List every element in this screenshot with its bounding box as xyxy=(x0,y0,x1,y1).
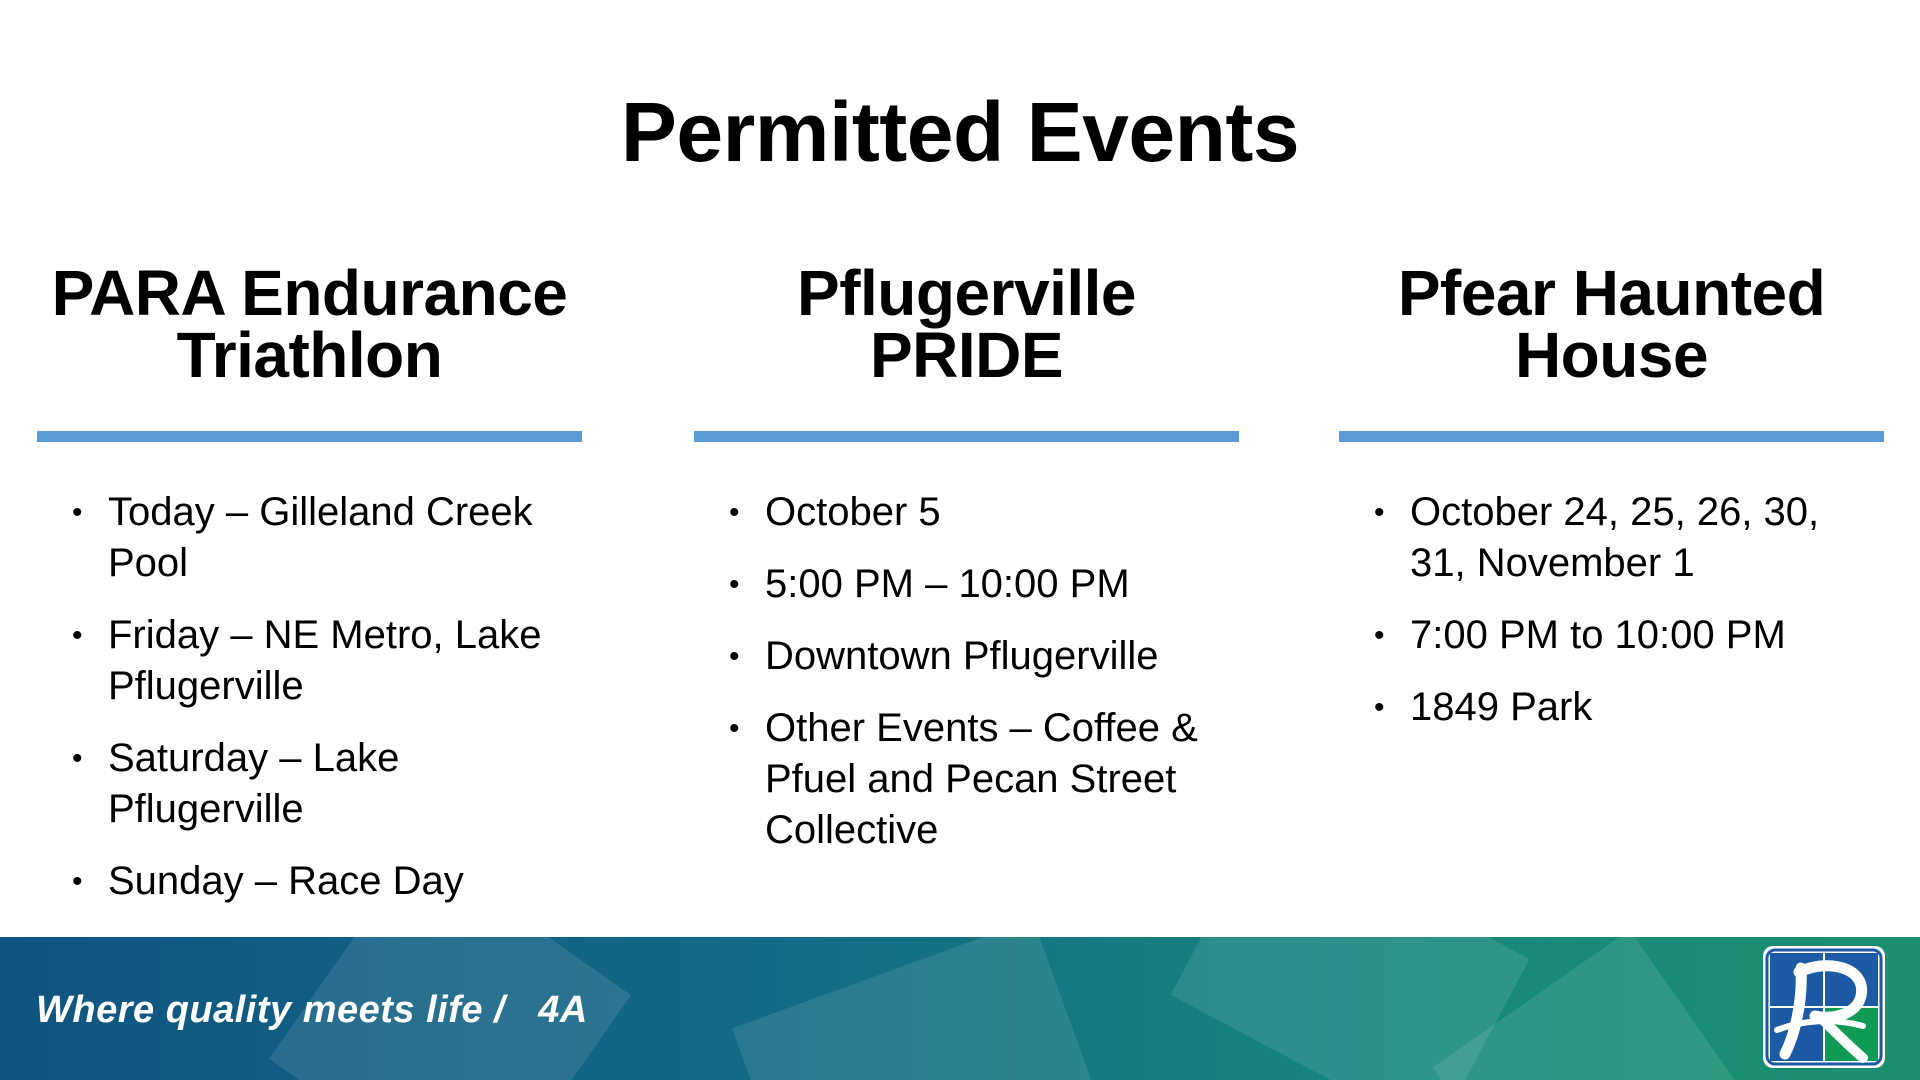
column-heading xyxy=(1339,257,1884,412)
bullet-icon: • xyxy=(72,742,83,775)
column-heading-line: Pflugerville xyxy=(797,257,1136,329)
bullet-icon: • xyxy=(1374,691,1385,724)
bullet-icon: • xyxy=(72,619,83,652)
list-item: • Today – Gilleland Creek Pool xyxy=(37,487,582,589)
column-heading-line: Pfear Haunted xyxy=(1397,257,1826,329)
event-column-pflugerville-pride xyxy=(694,257,1239,877)
event-column-para-triathlon xyxy=(37,257,582,928)
column-heading xyxy=(694,257,1239,412)
slide-title: Permitted Events xyxy=(620,85,1300,179)
list-item: • 5:00 PM – 10:00 PM xyxy=(694,559,1239,610)
event-column-pfear-haunted-house xyxy=(1339,257,1884,754)
background-facet xyxy=(732,937,1108,1080)
footer-tagline: Where quality meets life / 4A xyxy=(36,989,588,1031)
list-item: • 1849 Park xyxy=(1339,682,1884,733)
bullet-icon: • xyxy=(729,712,740,745)
list-item: • October 24, 25, 26, 30, 31, November 1 xyxy=(1339,487,1884,589)
list-item: • 7:00 PM to 10:00 PM xyxy=(1339,610,1884,661)
list-item: • Sunday – Race Day xyxy=(37,856,582,907)
list-item: • Friday – NE Metro, Lake Pflugerville xyxy=(37,610,582,712)
column-heading xyxy=(37,257,582,412)
column-divider xyxy=(1339,431,1884,442)
column-heading-line: PRIDE xyxy=(869,319,1064,391)
list-item: • Other Events – Coffee & Pfuel and Pecan Street Collective xyxy=(694,703,1239,856)
bullet-icon: • xyxy=(1374,496,1385,529)
bullet-icon: • xyxy=(729,568,740,601)
column-divider xyxy=(694,431,1239,442)
bullet-icon: • xyxy=(1374,619,1385,652)
event-details-list xyxy=(694,487,1239,856)
list-item: • Saturday – Lake Pflugerville xyxy=(37,733,582,835)
event-details-list xyxy=(37,487,582,907)
bullet-icon: • xyxy=(729,496,740,529)
footer-banner xyxy=(0,937,1920,1080)
bullet-icon: • xyxy=(729,640,740,673)
city-logo-icon xyxy=(1763,946,1885,1068)
bullet-icon: • xyxy=(72,496,83,529)
list-item: • Downtown Pflugerville xyxy=(694,631,1239,682)
column-divider xyxy=(37,431,582,442)
column-heading-line: House xyxy=(1514,319,1709,391)
column-heading-line: Triathlon xyxy=(176,319,443,391)
list-item: • October 5 xyxy=(694,487,1239,538)
event-details-list xyxy=(1339,487,1884,733)
column-heading-line: PARA Endurance xyxy=(51,257,568,329)
bullet-icon: • xyxy=(72,865,83,898)
